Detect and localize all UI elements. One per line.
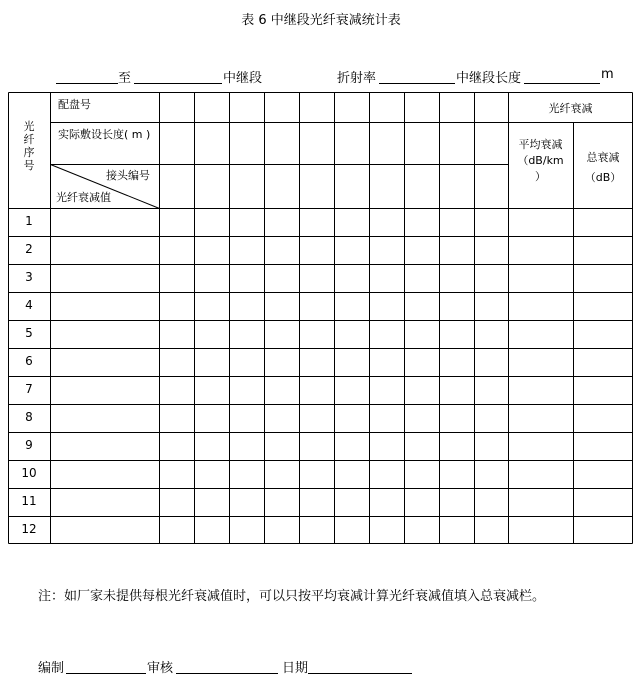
row-number: 4	[25, 297, 33, 312]
row-number: 11	[21, 493, 37, 508]
fiber-attenuation-value-label: 光纤衰减值	[56, 191, 111, 204]
fiber-attenuation-group-label: 光纤衰减	[548, 102, 593, 115]
editor-label: 编制	[38, 661, 65, 676]
blank-from-line[interactable]	[56, 83, 118, 84]
segment-length-line[interactable]	[524, 83, 600, 84]
avg-attenuation-label: 平均衰减 （dB/km ）	[517, 138, 564, 183]
header-fields	[0, 67, 642, 87]
date-label: 日期	[282, 661, 309, 676]
row-number: 7	[25, 381, 33, 396]
row-number: 10	[21, 465, 37, 480]
row-number: 5	[25, 325, 33, 340]
row-number: 9	[25, 437, 33, 452]
note-text: 注：如厂家未提供每根光纤衰减值时，可以只按平均衰减计算光纤衰减值填入总衰减栏。	[38, 589, 546, 604]
total-attenuation-label: 总衰减 （dB）	[584, 151, 622, 184]
signature-fields	[0, 657, 642, 677]
attenuation-table	[8, 92, 633, 544]
splice-no-label: 接头编号	[106, 169, 150, 182]
fiber-seq-label: 光 纤 序 号	[23, 120, 35, 172]
row-number: 8	[25, 409, 33, 424]
segment-label: 中继段	[223, 71, 263, 86]
row-number: 6	[25, 353, 33, 368]
date-line[interactable]	[308, 673, 412, 674]
row-number: 3	[25, 269, 33, 284]
actual-length-label: 实际敷设长度( m )	[58, 128, 151, 141]
reviewer-label: 审核	[147, 661, 174, 676]
row-number: 12	[21, 521, 37, 536]
segment-length-label: 中继段长度	[456, 71, 522, 86]
to-label: 至	[118, 71, 132, 86]
table-title: 表 6 中继段光纤衰减统计表	[241, 13, 401, 28]
refraction-label: 折射率	[337, 71, 377, 86]
blank-to-line[interactable]	[134, 83, 222, 84]
row-number: 2	[25, 241, 33, 256]
row-number: 1	[25, 213, 33, 228]
unit-label: m	[601, 67, 614, 82]
editor-line[interactable]	[66, 673, 146, 674]
refraction-line[interactable]	[379, 83, 455, 84]
reviewer-line[interactable]	[176, 673, 278, 674]
distribution-label: 配盘号	[58, 98, 91, 111]
